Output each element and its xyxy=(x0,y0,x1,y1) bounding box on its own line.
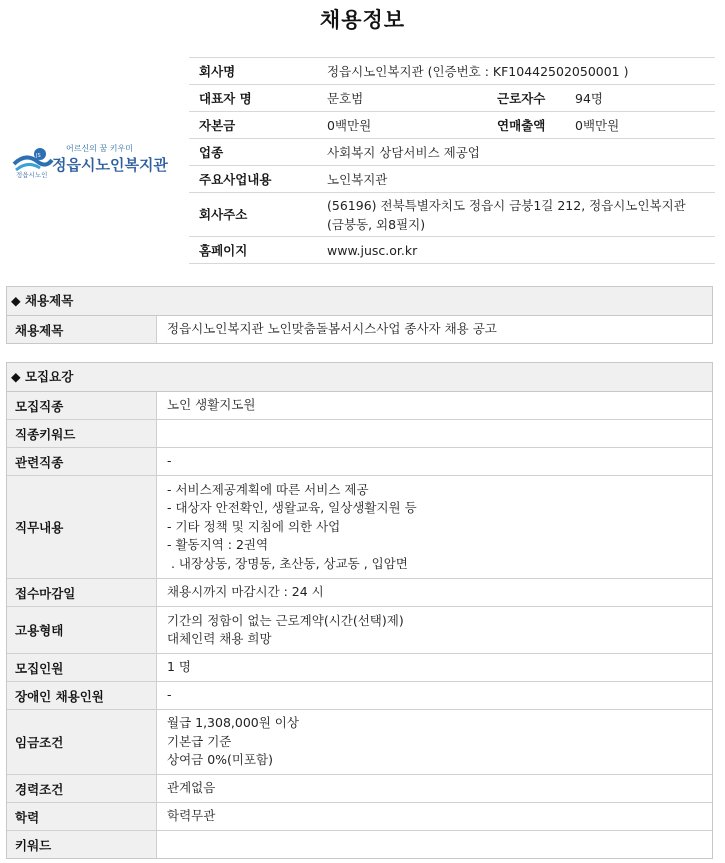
duties-line: . 내장상동, 장명동, 초산동, 상교동 , 입암면 xyxy=(167,555,408,571)
keywords-label: 키워드 xyxy=(7,831,157,858)
headcount-row xyxy=(7,654,712,682)
company-name-value: 정읍시노인복지관 (인증번호 : KF10442502050001 ) xyxy=(317,58,715,85)
recruit-section-header: ◆ 모집요강 xyxy=(7,363,712,392)
address-row xyxy=(189,193,715,237)
related-job-label: 관련직종 xyxy=(7,448,157,475)
job-value: 노인 생활지도원 xyxy=(167,397,256,413)
homepage-link[interactable]: www.jusc.or.kr xyxy=(317,237,715,264)
deadline-label: 접수마감일 xyxy=(7,579,157,606)
employment-line: 기간의 정함이 없는 근로계약(시간(선택)제) xyxy=(167,612,404,628)
capital-value: 0백만원 xyxy=(317,112,487,139)
duties-line: - 기타 정책 및 지침에 의한 사업 xyxy=(167,518,341,534)
keywords-row xyxy=(7,831,712,858)
disabled-hire-label: 장애인 채용인원 xyxy=(7,682,157,709)
education-row xyxy=(7,803,712,831)
ceo-value: 문호범 xyxy=(317,85,487,112)
title-section xyxy=(6,286,713,344)
logo-sub: 정읍시노인 xyxy=(16,171,48,179)
logo-slogan: 어르신의 꿈 키우미 xyxy=(66,144,133,153)
wage-row xyxy=(7,710,712,775)
industry-value: 사회복지 상담서비스 제공업 xyxy=(317,139,715,166)
job-keyword-label: 직종키워드 xyxy=(7,420,157,447)
disabled-hire-row xyxy=(7,682,712,710)
employment-row xyxy=(7,607,712,654)
logo-name: 정읍시노인복지관 xyxy=(52,157,168,174)
keywords-value xyxy=(157,831,177,858)
career-row xyxy=(7,775,712,803)
wage-line: 기본급 기준 xyxy=(167,733,232,749)
homepage-label: 홈페이지 xyxy=(189,237,317,264)
homepage-row xyxy=(189,237,715,264)
business-value: 노인복지관 xyxy=(317,166,715,193)
duties-value xyxy=(157,476,427,578)
company-info-table xyxy=(189,57,715,264)
business-row xyxy=(189,166,715,193)
related-job-row xyxy=(7,448,712,476)
capital-label: 자본금 xyxy=(189,112,317,139)
job-keyword-row xyxy=(7,420,712,448)
title-section-header: ◆ 채용제목 xyxy=(7,287,712,316)
company-name-label: 회사명 xyxy=(189,58,317,85)
industry-label: 업종 xyxy=(189,139,317,166)
job-keyword-value xyxy=(157,420,177,447)
workers-value: 94명 xyxy=(565,85,715,112)
duties-row xyxy=(7,476,712,579)
company-name-row xyxy=(189,58,715,85)
duties-line: - 활동지역 : 2권역 xyxy=(167,537,269,553)
workers-label: 근로자수 xyxy=(487,85,565,112)
deadline-value: 채용시까지 마감시간 : 24 시 xyxy=(167,584,324,600)
headcount-label: 모집인원 xyxy=(7,654,157,681)
duties-line: - 대상자 안전확인, 생왈교육, 일상생활지원 등 xyxy=(167,500,417,516)
wage-label: 임금조건 xyxy=(7,710,157,774)
address-value: (56196) 전북특별자치도 정읍시 금붕1길 212, 정읍시노인복지관 (금붕동, 외8필지) xyxy=(317,193,715,237)
career-value: 관계없음 xyxy=(167,780,216,796)
company-logo xyxy=(8,140,188,180)
employment-label: 고용형태 xyxy=(7,607,157,653)
wage-line: 월급 1,308,000원 이상 xyxy=(167,715,299,731)
career-label: 경력조건 xyxy=(7,775,157,802)
duties-label: 직무내용 xyxy=(7,476,157,578)
title-row xyxy=(7,316,712,343)
related-job-value: - xyxy=(167,453,172,469)
business-label: 주요사업내용 xyxy=(189,166,317,193)
duties-line: - 서비스제공계획에 따른 서비스 제공 xyxy=(167,481,369,497)
disabled-hire-value: - xyxy=(167,687,172,703)
headcount-value: 1 명 xyxy=(167,659,192,675)
education-label: 학력 xyxy=(7,803,157,830)
job-row xyxy=(7,392,712,420)
address-label: 회사주소 xyxy=(189,193,317,237)
ceo-row xyxy=(189,85,715,112)
sales-label: 연매출액 xyxy=(487,112,565,139)
employment-value xyxy=(157,607,414,653)
page-title: 채용정보 xyxy=(319,8,406,32)
wage-value xyxy=(157,710,309,774)
ceo-label: 대표자 명 xyxy=(189,85,317,112)
sales-value: 0백만원 xyxy=(565,112,715,139)
recruit-section xyxy=(6,362,713,859)
job-label: 모집직종 xyxy=(7,392,157,419)
title-label: 채용제목 xyxy=(7,316,157,343)
svg-text:JS: JS xyxy=(36,153,41,159)
deadline-row xyxy=(7,579,712,607)
industry-row xyxy=(189,139,715,166)
title-value: 정읍시노인복지관 노인맞춤돌봄서시스사업 종사자 채용 공고 xyxy=(167,321,497,337)
employment-line: 대체인력 채용 희망 xyxy=(167,631,272,646)
capital-row xyxy=(189,112,715,139)
wage-line: 상여금 0%(미포함) xyxy=(167,752,274,768)
education-value: 학력무관 xyxy=(167,808,216,824)
